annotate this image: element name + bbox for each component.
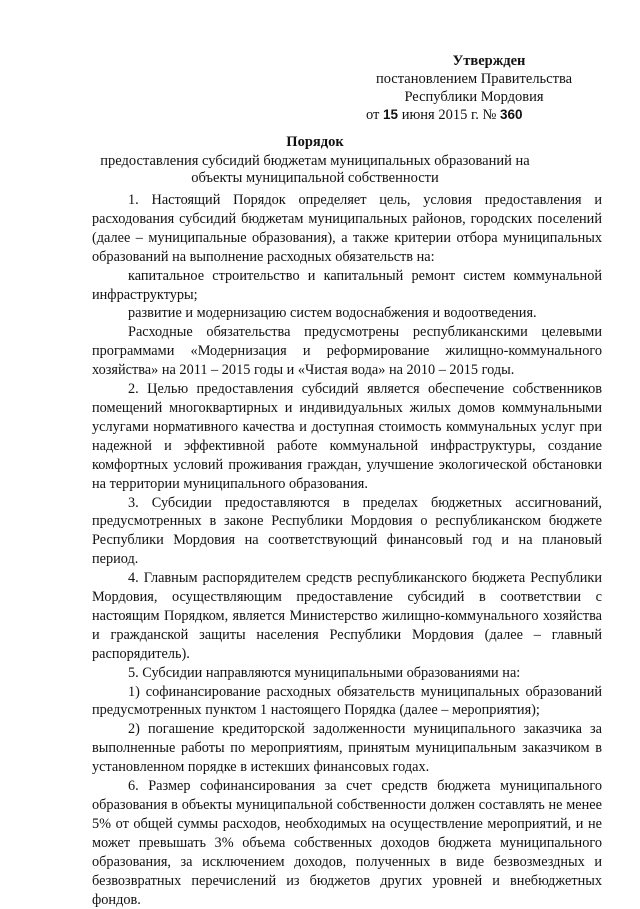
- paragraph-1-note: Расходные обязательства предусмотрены республиканскими целевыми программами «Модернизация и реформирование жилищно-коммунального хозяйства» на 2011 – 2015 годы и «Чистая вода» на 2010 – 2015 годы.: [92, 324, 602, 379]
- approval-date-line: [364, 106, 584, 124]
- decree-number: 360: [499, 107, 523, 122]
- paragraph-2: 2. Целью предоставления субсидий является обеспечение собственников помещений многоквартирных и индивидуальных жилых домов коммунальными услугами нормативного качества и доступная стоимость коммунальных услуг при надежной и эффективной работе коммунальной инфраструктуры, создание комфортных условий проживания граждан, улучшение экологической обстановки на территории муниципального образования.: [92, 381, 602, 492]
- paragraph-1: 1. Настоящий Порядок определяет цель, условия предоставления и расходования субсидий бюджетам муниципальных районов, городских поселений (далее – муниципальные образования), а также критерии отбора муниципальных образований на выполнение расходных обязательств на:: [92, 192, 602, 265]
- paragraph-6: 6. Размер софинансирования за счет средств бюджета муниципального образования в объекты муниципальной собственности должен составлять не менее 5% от общей суммы расходов, необходимых на осуществление мероприятий, и не может превышать 3% объема собственных доходов бюджета муниципального образования, за исключением доходов, полученных в виде безвозмездных и безвозвратных перечислений из бюджетов других уровней и внебюджетных фондов.: [92, 778, 602, 908]
- date-middle: июня 2015 г. №: [401, 107, 497, 123]
- document-subtitle-line-1: предоставления субсидий бюджетам муниципальных образований на: [100, 153, 530, 169]
- approval-line-1: постановлением Правительства: [375, 71, 573, 87]
- approval-line-2: Республики Мордовия: [404, 89, 544, 105]
- document-subtitle-line-2: объекты муниципальной собственности: [191, 170, 439, 186]
- document-body: [92, 191, 602, 909]
- document-header: [100, 134, 530, 187]
- paragraph-1-item-1: капитальное строительство и капитальный ремонт систем коммунальной инфраструктуры;: [92, 267, 602, 303]
- paragraph-5: 5. Субсидии направляются муниципальными образованиями на:: [128, 664, 521, 681]
- paragraph-4: 4. Главным распорядителем средств республиканского бюджета Республики Мордовия, осуществляющим предоставление субсидий в соответствии с настоящим Порядком, является Министерство жилищно-коммунального хозяйства и гражданской защиты населения Республики Мордовия (далее – главный распорядитель).: [92, 570, 602, 662]
- approval-stamp: [364, 52, 584, 124]
- paragraph-1-item-2: развитие и модернизацию систем водоснабжения и водоотведения.: [128, 305, 537, 322]
- paragraph-5-item-2: 2) погашение кредиторской задолженности муниципального заказчика за выполненные работы по мероприятиям, принятым муниципальным заказчиком в установленном порядке в истекших финансовых годах.: [92, 721, 602, 776]
- date-prefix: от: [366, 107, 380, 123]
- approval-title: Утвержден: [452, 53, 526, 69]
- paragraph-5-item-1: 1) софинансирование расходных обязательств муниципальных образований предусмотренных пунктом 1 настоящего Порядка (далее – мероприятия);: [92, 683, 602, 719]
- document-title: Порядок: [286, 134, 344, 150]
- paragraph-3: 3. Субсидии предоставляются в пределах бюджетных ассигнований, предусмотренных в законе Республики Мордовия о республиканском бюджете Республики Мордовия на соответствующий финансовый год и на плановый период.: [92, 494, 602, 568]
- date-day: 15: [383, 107, 399, 122]
